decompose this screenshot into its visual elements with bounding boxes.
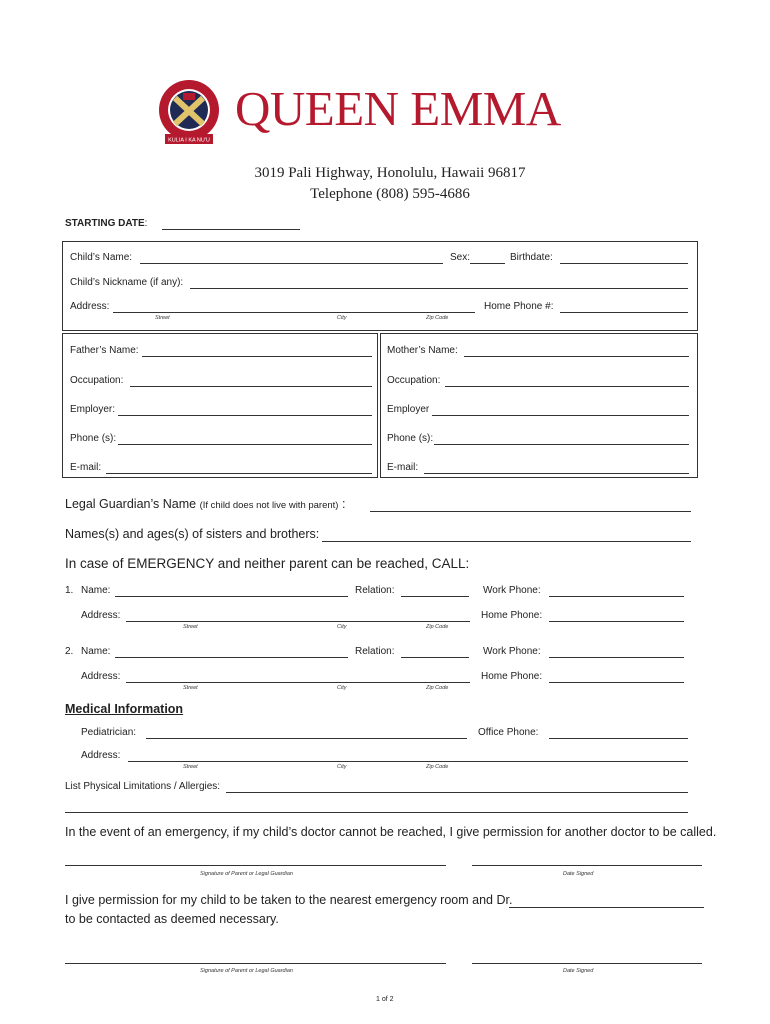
father-phone-label: Phone (s): [70,433,117,444]
father-phone-field[interactable] [118,444,372,445]
date-1-caption: Date Signed [563,871,594,877]
nickname-field[interactable] [190,288,688,289]
signature-2-caption: Signature of Parent or Legal Guardian [200,968,293,974]
contact2-name-label: Name: [81,646,111,657]
signature-1-field[interactable] [65,865,446,866]
limitations-field-2[interactable] [65,812,688,813]
guardian-row [65,497,345,511]
contact2-relation-label: Relation: [355,646,395,657]
contact2-number: 2. [65,646,74,657]
siblings-label: Names(s) and ages(s) of sisters and brothers: [65,527,320,541]
birthdate-label: Birthdate: [510,252,553,263]
contact1-work-phone-label: Work Phone: [483,585,541,596]
contact2-home-phone-field[interactable] [549,682,684,683]
medical-heading: Medical Information [65,702,184,716]
medical-address-label: Address: [81,750,121,761]
mother-occupation-label: Occupation: [387,375,441,386]
contact2-relation-field[interactable] [401,657,469,658]
guardian-field[interactable] [370,511,691,512]
permission-er-text-line2: to be contacted as deemed necessary. [65,912,279,926]
mother-phone-field[interactable] [434,444,689,445]
contact2-home-phone-label: Home Phone: [481,671,543,682]
medical-address-field[interactable] [128,761,688,762]
starting-date-row [65,218,147,229]
mother-email-field[interactable] [424,473,689,474]
sex-field[interactable] [470,263,505,264]
father-occupation-label: Occupation: [70,375,124,386]
medical-city-caption: City [337,764,347,770]
father-name-label: Father’s Name: [70,345,139,356]
contact2-name-field[interactable] [115,657,348,658]
nickname-label: Child’s Nickname (if any): [70,277,184,288]
office-phone-label: Office Phone: [478,727,539,738]
siblings-field[interactable] [322,541,691,542]
contact2-city-caption: City [337,685,347,691]
medical-zip-caption: Zip Code [426,764,449,770]
pediatrician-label: Pediatrician: [81,727,137,738]
birthdate-field[interactable] [560,263,688,264]
pediatrician-field[interactable] [146,738,467,739]
child-street-caption: Street [155,315,170,321]
mother-phone-label: Phone (s): [387,433,434,444]
contact1-home-phone-label: Home Phone: [481,610,543,621]
mother-name-label: Mother’s Name: [387,345,458,356]
contact1-address-label: Address: [81,610,121,621]
contact1-zip-caption: Zip Code [426,624,449,630]
child-city-caption: City [337,315,347,321]
contact2-address-label: Address: [81,671,121,682]
date-2-field[interactable] [472,963,702,964]
mother-occupation-field[interactable] [445,386,689,387]
child-address-field[interactable] [113,312,475,313]
school-address: 3019 Pali Highway, Honolulu, Hawaii 96817 [254,165,526,181]
starting-date-field[interactable] [162,229,300,230]
contact1-work-phone-field[interactable] [549,596,684,597]
mother-email-label: E-mail: [387,462,419,473]
mother-employer-field[interactable] [432,415,689,416]
medical-street-caption: Street [183,764,198,770]
school-telephone: Telephone (808) 595-4686 [310,186,470,202]
guardian-note: (If child does not live with parent) [199,500,339,511]
mother-name-field[interactable] [464,356,689,357]
school-name: QUEEN EMMA [235,81,561,136]
limitations-field[interactable] [226,792,688,793]
contact1-city-caption: City [337,624,347,630]
limitations-label: List Physical Limitations / Allergies: [65,781,221,792]
emergency-heading: In case of EMERGENCY and neither parent can be reached, CALL: [65,556,470,571]
page-number: 1 of 2 [376,996,394,1003]
doctor-name-field[interactable] [509,907,704,908]
starting-date-label: STARTING DATE [65,218,145,229]
starting-date-colon: : [144,218,148,229]
contact1-home-phone-field[interactable] [549,621,684,622]
child-name-label: Child’s Name: [70,252,133,263]
child-address-label: Address: [70,301,110,312]
svg-text:KULIA I KA NU'U: KULIA I KA NU'U [168,137,210,144]
contact1-number: 1. [65,585,74,596]
father-employer-label: Employer: [70,404,116,415]
contact1-name-field[interactable] [115,596,348,597]
father-email-label: E-mail: [70,462,102,473]
child-name-field[interactable] [140,263,443,264]
father-employer-field[interactable] [118,415,372,416]
school-seal [155,78,223,146]
signature-2-field[interactable] [65,963,446,964]
contact2-work-phone-field[interactable] [549,657,684,658]
permission-doctor-text: In the event of an emergency, if my child’s doctor cannot be reached, I give permission for another doctor to be called. [65,825,717,839]
contact1-relation-field[interactable] [401,596,469,597]
date-2-caption: Date Signed [563,968,594,974]
home-phone-field[interactable] [560,312,688,313]
signature-1-caption: Signature of Parent or Legal Guardian [200,871,293,877]
contact2-street-caption: Street [183,685,198,691]
sex-label: Sex: [450,252,471,263]
mother-employer-label: Employer [387,404,430,415]
contact2-zip-caption: Zip Code [426,685,449,691]
child-zip-caption: Zip Code [426,315,449,321]
office-phone-field[interactable] [549,738,688,739]
guardian-label: Legal Guardian’s Name [65,497,197,511]
permission-er-text: I give permission for my child to be taken to the nearest emergency room and Dr. [65,893,513,907]
father-occupation-field[interactable] [130,386,372,387]
contact2-address-field[interactable] [126,682,470,683]
contact1-street-caption: Street [183,624,198,630]
date-1-field[interactable] [472,865,702,866]
father-name-field[interactable] [142,356,372,357]
contact2-work-phone-label: Work Phone: [483,646,541,657]
contact1-relation-label: Relation: [355,585,395,596]
home-phone-label: Home Phone #: [484,301,554,312]
guardian-colon: : [341,497,346,511]
father-email-field[interactable] [106,473,372,474]
contact1-name-label: Name: [81,585,111,596]
contact1-address-field[interactable] [126,621,470,622]
